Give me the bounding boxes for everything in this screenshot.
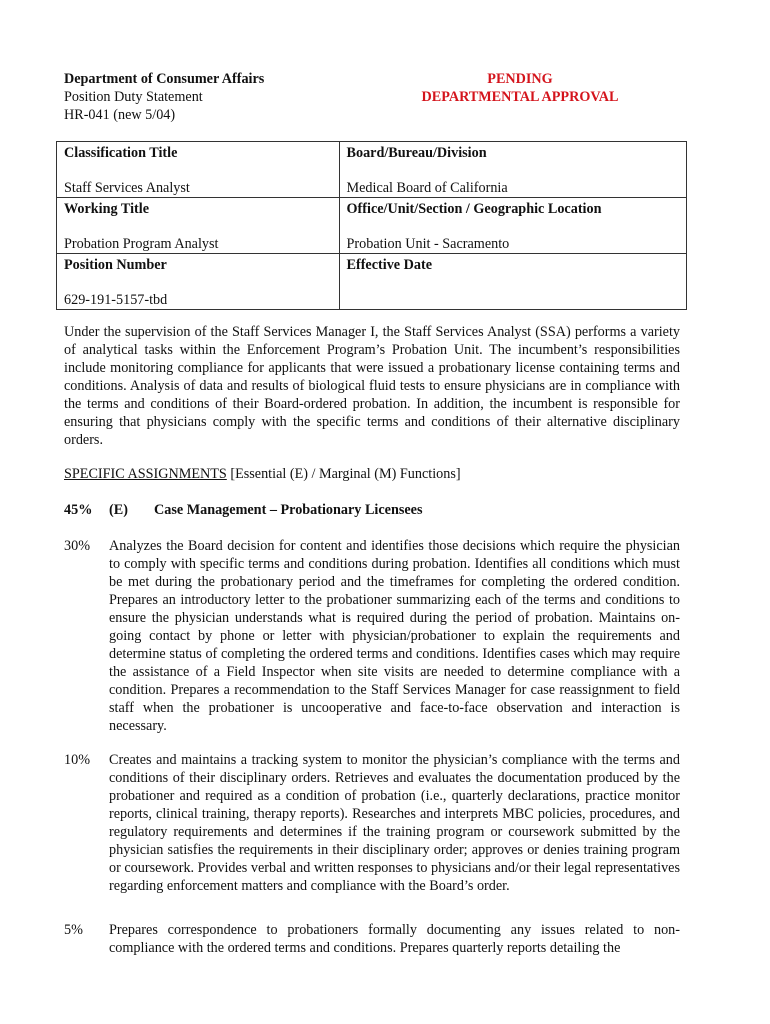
duty-percent: 30% (64, 538, 91, 554)
duty-percent: 10% (64, 752, 91, 768)
functions-legend: [Essential (E) / Marginal (M) Functions] (230, 466, 461, 482)
office-cell (339, 198, 686, 254)
board-cell (339, 142, 686, 198)
duty-text: Prepares correspondence to probationers formally documenting any issues related to non-compliance with the ordered terms and conditions. Prepares quarterly reports detailing the (109, 922, 680, 956)
section-title: Case Management – Probationary Licensees (154, 502, 423, 518)
section-type: (E) (109, 502, 128, 518)
effective-date-cell (339, 254, 686, 310)
department-name: Department of Consumer Affairs (64, 71, 265, 87)
board-label: Board/Bureau/Division (346, 145, 487, 161)
working-title-cell (57, 198, 340, 254)
section-percent: 45% (64, 502, 93, 518)
classification-label: Classification Title (64, 145, 178, 161)
duty-text: Analyzes the Board decision for content and identifies those decisions which require the physician to comply with specific terms and conditions during probation. Identifies all conditions which must be met during the probationary period and the timeframes for completing the ordered condition. Prepares an introductory letter to the probationer summarizing each of the terms and conditions to ensure the physician understands what is required during the period of probation. Maintains on-going contact by phone or letter with physician/probationer to explain the requirements and determine status of completing the ordered terms and conditions. Identifies cases which may require the assistance of a Field Inspector when site visits are needed to determine compliance with a condition. Prepares a recommendation to the Staff Services Manager for case reassignment to field staff when the probationer is uncooperative and face-to-face observation and interaction is necessary. (109, 538, 680, 734)
duty-item (64, 921, 680, 957)
document-type: Position Duty Statement (64, 89, 203, 105)
duty-item (64, 751, 680, 895)
position-info-table (56, 141, 687, 310)
status-line-2: DEPARTMENTAL APPROVAL (421, 89, 619, 105)
position-number-value: 629-191-5157-tbd (64, 292, 168, 308)
office-label: Office/Unit/Section / Geographic Location (346, 201, 602, 217)
form-number: HR-041 (new 5/04) (64, 107, 176, 123)
document-header (64, 70, 264, 124)
specific-assignments-heading: SPECIFIC ASSIGNMENTS (64, 466, 227, 482)
effective-date-label: Effective Date (346, 257, 432, 273)
duty-item (64, 537, 680, 735)
specific-assignments-line (64, 465, 461, 483)
board-value: Medical Board of California (346, 180, 508, 196)
status-line-1: PENDING (487, 71, 553, 87)
intro-paragraph: Under the supervision of the Staff Services Manager I, the Staff Services Analyst (SSA) performs a variety of analytical tasks within the Enforcement Program’s Probation Unit. The incumbent’s responsibilities include monitoring compliance for applicants that were issued a probationary license containing terms and conditions. Analysis of data and results of biological fluid tests to ensure physicians are in compliance with the terms and conditions of their Board-ordered probation. In addition, the incumbent is responsible for ensuring that physicians comply with the specific terms and conditions of their alternative disciplinary orders. (64, 324, 680, 448)
working-title-label: Working Title (64, 201, 150, 217)
working-title-value: Probation Program Analyst (64, 236, 219, 252)
position-number-label: Position Number (64, 257, 167, 273)
duty-text: Creates and maintains a tracking system to monitor the physician’s compliance with the terms and conditions of their disciplinary orders. Retrieves and evaluates the documentation produced by the probationer and required as a condition of probation (i.e., quarterly declarations, practice monitor reports, clinical training, therapy reports). Researches and interprets MBC policies, procedures, and regulatory requirements and determines if the training program or coursework submitted by the physician satisfies the requirements in their disciplinary order; approves or denies training program or coursework. Provides verbal and written responses to physicians and/or their legal representatives regarding enforcement matters and compliance with the Board’s order. (109, 752, 680, 894)
office-value: Probation Unit - Sacramento (346, 236, 510, 252)
position-number-cell (57, 254, 340, 310)
approval-status (420, 70, 620, 106)
duty-percent: 5% (64, 922, 83, 938)
classification-value: Staff Services Analyst (64, 180, 190, 196)
classification-cell (57, 142, 340, 198)
